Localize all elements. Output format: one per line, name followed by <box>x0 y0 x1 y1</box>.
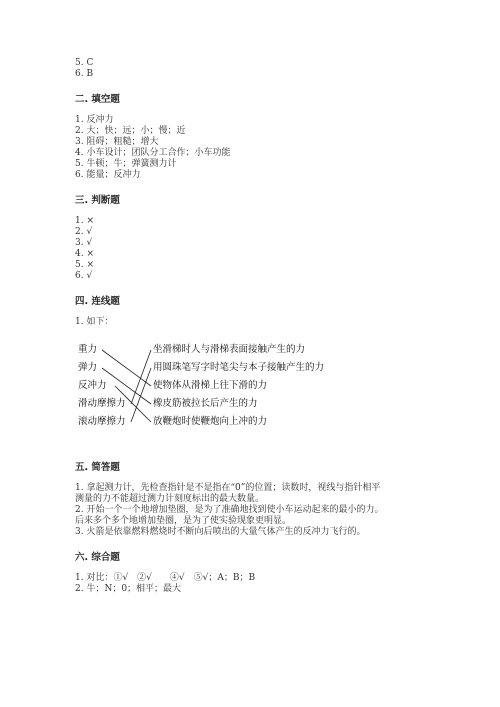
section-title-short: 五. 简答题 <box>75 462 120 473</box>
section-title-fill: 二. 填空题 <box>75 94 120 105</box>
matching-diagram <box>75 342 435 434</box>
answer-line: 5. × <box>75 260 94 270</box>
match-left-item: 弹力 <box>78 362 98 373</box>
answer-line: 1. × <box>75 216 94 226</box>
answer-line: 6. 能量；反冲力 <box>75 170 141 180</box>
answer-line: 2. 开始一个一个地增加垫圈，是为了准确地找到使小车运动起来的最小的力。 <box>75 505 384 515</box>
match-left-item: 重力 <box>78 344 98 355</box>
answer-line: 5. 牛顿；牛；弹簧测力计 <box>75 159 177 169</box>
section-title-match: 四. 连线题 <box>75 296 120 307</box>
answer-line: 6. √ <box>75 271 93 281</box>
answer-line: 6. B <box>75 69 94 79</box>
answer-line: 1. 拿起测力计，先检查指针是不是指在“0”的位置；读数时，视线与指针相平 <box>75 483 381 493</box>
answer-line: 后来多个多个地增加垫圈，是为了使实验现象更明显。 <box>75 516 292 526</box>
match-right-item: 使物体从滑梯上往下滑的力 <box>153 380 268 391</box>
answer-line: 测量的力不能超过测力计刻度标出的最大数量。 <box>75 494 265 504</box>
match-right-item: 放鞭炮时使鞭炮向上冲的力 <box>153 416 268 427</box>
answer-line: 3. √ <box>75 238 93 248</box>
answer-line: 1. 对比：①√ ②√ ④√ ⑤√；A；B；B <box>75 573 256 583</box>
section-title-comp: 六. 综合题 <box>75 552 120 563</box>
match-left-item: 滑动摩擦力 <box>78 398 126 409</box>
answer-line: 1. 反冲力 <box>75 115 114 125</box>
answer-line: 2. 大；快；远；小；慢；近 <box>75 126 186 136</box>
answer-line: 4. 小车设计；团队分工合作；小车功能 <box>75 148 231 158</box>
answer-line: 3. 阻碍；粗糙；增大 <box>75 137 159 147</box>
answer-line: 1. 如下： <box>75 317 114 327</box>
match-left-item: 滚动摩擦力 <box>78 416 126 427</box>
answer-line: 5. C <box>75 58 94 68</box>
match-line <box>102 350 151 386</box>
answer-line: 3. 火箭是依靠燃料燃烧时不断向后喷出的大量气体产生的反冲力飞行的。 <box>75 527 366 537</box>
match-right-item: 用圆珠笔写字时笔尖与本子接触产生的力 <box>153 362 325 373</box>
answer-line: 2. 牛；N；0；相平；最大 <box>75 584 182 594</box>
match-right-item: 坐滑梯时人与滑梯表面接触产生的力 <box>153 344 306 355</box>
answer-line: 4. × <box>75 249 94 259</box>
answer-line: 2. √ <box>75 227 93 237</box>
section-title-judge: 三. 判断题 <box>75 195 120 206</box>
answer-page <box>75 58 435 595</box>
match-left-item: 反冲力 <box>78 380 107 391</box>
match-right-item: 橡皮筋被拉长后产生的力 <box>153 398 258 409</box>
